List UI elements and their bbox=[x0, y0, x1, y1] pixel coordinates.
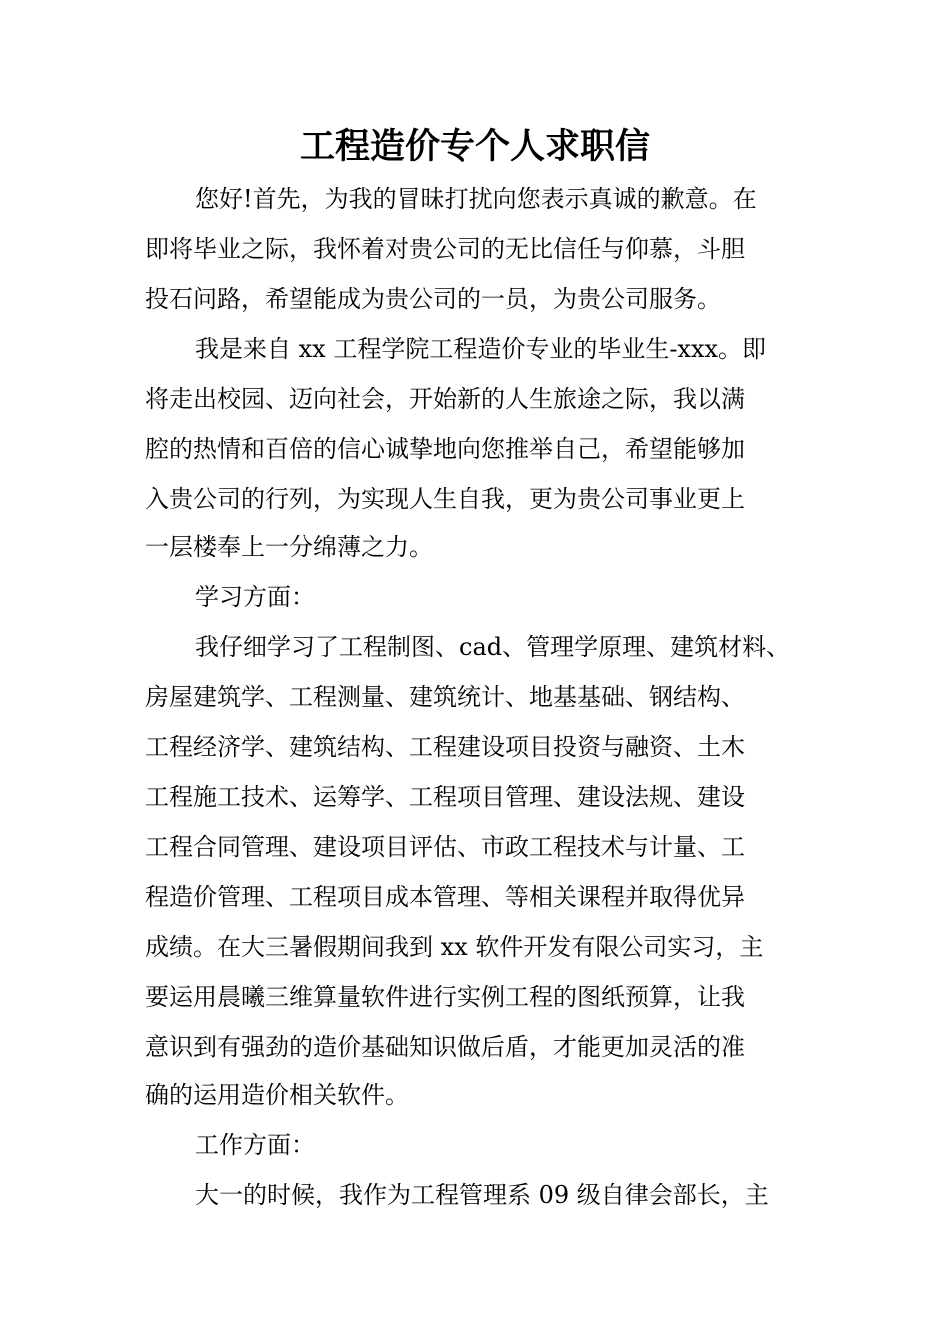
text-line: 工程施工技术、运筹学、工程项目管理、建设法规、建设 bbox=[145, 783, 745, 811]
document-title: 工程造价专个人求职信 bbox=[299, 127, 650, 167]
text-line: 大一的时候，我作为工程管理系 09 级自律会部长，主 bbox=[195, 1181, 769, 1209]
text-line: 一层楼奉上一分绵薄之力。 bbox=[145, 533, 433, 561]
text-line: 工程经济学、建筑结构、工程建设项目投资与融资、土木 bbox=[145, 733, 745, 761]
text-line: 确的运用造价相关软件。 bbox=[145, 1081, 409, 1109]
text-line: 工程合同管理、建设项目评估、市政工程技术与计量、工 bbox=[145, 833, 745, 861]
text-line: 我是来自 xx 工程学院工程造价专业的毕业生-xxx。即 bbox=[195, 335, 767, 363]
text-line: 意识到有强劲的造价基础知识做后盾，才能更加灵活的准 bbox=[145, 1033, 745, 1061]
text-line: 将走出校园、迈向社会，开始新的人生旅途之际，我以满 bbox=[145, 385, 745, 413]
text-line: 您好!首先，为我的冒昧打扰向您表示真诚的歉意。在 bbox=[195, 185, 757, 213]
text-line: 即将毕业之际，我怀着对贵公司的无比信任与仰慕，斗胆 bbox=[145, 235, 745, 263]
text-line: 要运用晨曦三维算量软件进行实例工程的图纸预算，让我 bbox=[145, 983, 745, 1011]
text-line: 成绩。在大三暑假期间我到 xx 软件开发有限公司实习，主 bbox=[145, 933, 764, 961]
text-line: 腔的热情和百倍的信心诚挚地向您推举自己，希望能够加 bbox=[145, 435, 745, 463]
section-heading: 工作方面： bbox=[195, 1131, 315, 1159]
text-line: 程造价管理、工程项目成本管理、等相关课程并取得优异 bbox=[145, 883, 745, 911]
text-line: 房屋建筑学、工程测量、建筑统计、地基基础、钢结构、 bbox=[145, 683, 745, 711]
section-heading: 学习方面： bbox=[195, 583, 315, 611]
text-line: 入贵公司的行列，为实现人生自我，更为贵公司事业更上 bbox=[145, 485, 745, 513]
text-line: 投石问路，希望能成为贵公司的一员，为贵公司服务。 bbox=[145, 285, 721, 313]
text-line: 我仔细学习了工程制图、cad、管理学原理、建筑材料、 bbox=[195, 633, 791, 661]
